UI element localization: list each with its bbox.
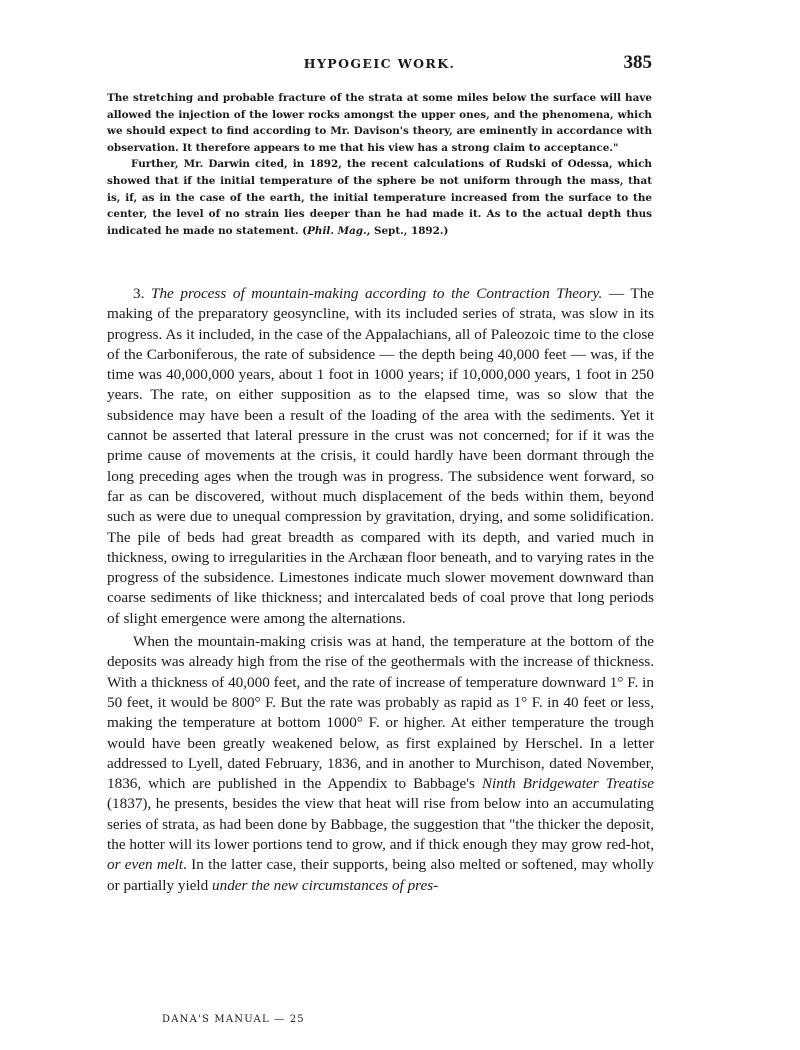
main-text <box>107 284 654 896</box>
emphasis-new-circumstances: under the new circumstances of pres- <box>212 876 439 894</box>
section-paragraph-1-body: The making of the preparatory geosyncline, with its included series of strata, was slow in its progress. As it included, in the case of the Appalachians, all of Paleozoic time to the close of the Carboniferous, the rate of subsidence — the depth being 40,000 feet — was, if the time was 40,000,000 years, about 1 foot in 1000 years; if 10,000,000 years, 1 foot in 250 years. The rate, on either supposition as to the elapsed time, was so slow that the subsidence may have been a result of the loading of the area with the sediments. Yet it cannot be asserted that lateral pressure in the crust was not concerned; for if it was the prime cause of movements at the crisis, it could hardly have been dormant through the long preceding ages when the trough was in progress. The subsidence went forward, so far as can be discovered, without much displacement of the beds within them, beyond such as were due to unequal compression by gravitation, drying, and some solidification. The pile of beds had great breadth as compared with its depth, and varied much in thickness, owing to irregularities in the Archæan floor beneath, and to varying rates in the progress of the subsidence. Limestones indicate much slower movement downward than coarse sediments of like thickness; and intercalated beds of coal prove that long periods of slight emergence were among the alternations. <box>107 285 655 627</box>
page-header <box>107 52 652 78</box>
book-title: Ninth Bridgewater Treatise <box>481 775 654 793</box>
section-paragraph-1 <box>107 284 654 629</box>
paragraph-2-text-c: . In the latter case, their supports, being also melted or softened, may wholly or partially yield <box>107 856 654 894</box>
section-title: The process of mountain-making according to the Contraction Theory. <box>151 285 603 302</box>
section-title-dash: — <box>602 285 625 302</box>
running-title: HYPOGEIC WORK. <box>303 56 456 71</box>
citation-date: , Sept., 1892.) <box>366 224 449 237</box>
quote-paragraph-1: The stretching and probable fracture of the strata at some miles below the surface will have allowed the injection of the lower rocks amongst the upper ones, and the phenomena, which we should expect to find according to Mr. Davison's theory, are eminently in accordance with observation. It therefore appears to me that his view has a strong claim to acceptance." <box>107 92 652 154</box>
citation-journal: Phil. Mag. <box>307 224 367 237</box>
quote-paragraph-2-text: Further, Mr. Darwin cited, in 1892, the recent calculations of Rudski of Odessa, which showed that if the initial temperature of the sphere be not uniform through the mass, that is, if, as in the case of the earth, the initial temperature increased from the surface to the center, the level of no strain lies deeper than he had made it. As to the actual depth thus indicated he made no statement. ( <box>107 158 652 237</box>
section-number: 3. <box>133 285 145 302</box>
emphasis-or-even-melt: or even melt <box>107 856 184 874</box>
paragraph-2-text-b: (1837), he presents, besides the view that heat will rise from below into an accumulating series of strata, as had been done by Babbage, the suggestion that "the thicker the deposit, the hotter will its lower portions tend to grow, and if thick enough they may grow red-hot, <box>107 795 654 854</box>
paragraph-2-text-a: When the mountain-making crisis was at hand, the temperature at the bottom of the deposits was already high from the rise of the geothermals with the increase of thickness. With a thickness of 40,000 feet, and the rate of increase of temperature downward 1° F. in 50 feet, it would be 800° F. But the rate was probably as rapid as 1° F. in 40 feet or less, making the temperature at bottom 1000° F. or higher. At either temperature the trough would have been greatly weakened below, as first explained by Herschel. In a letter addressed to Lyell, dated February, 1836, and in another to Murchison, dated November, 1836, which are published in the Appendix to Babbage's <box>107 633 654 793</box>
section-paragraph-2 <box>107 632 654 896</box>
page-number: 385 <box>623 52 652 73</box>
quote-paragraph-2 <box>107 156 652 239</box>
quoted-passage <box>107 90 652 239</box>
signature-mark: DANA'S MANUAL — 25 <box>162 1014 305 1025</box>
